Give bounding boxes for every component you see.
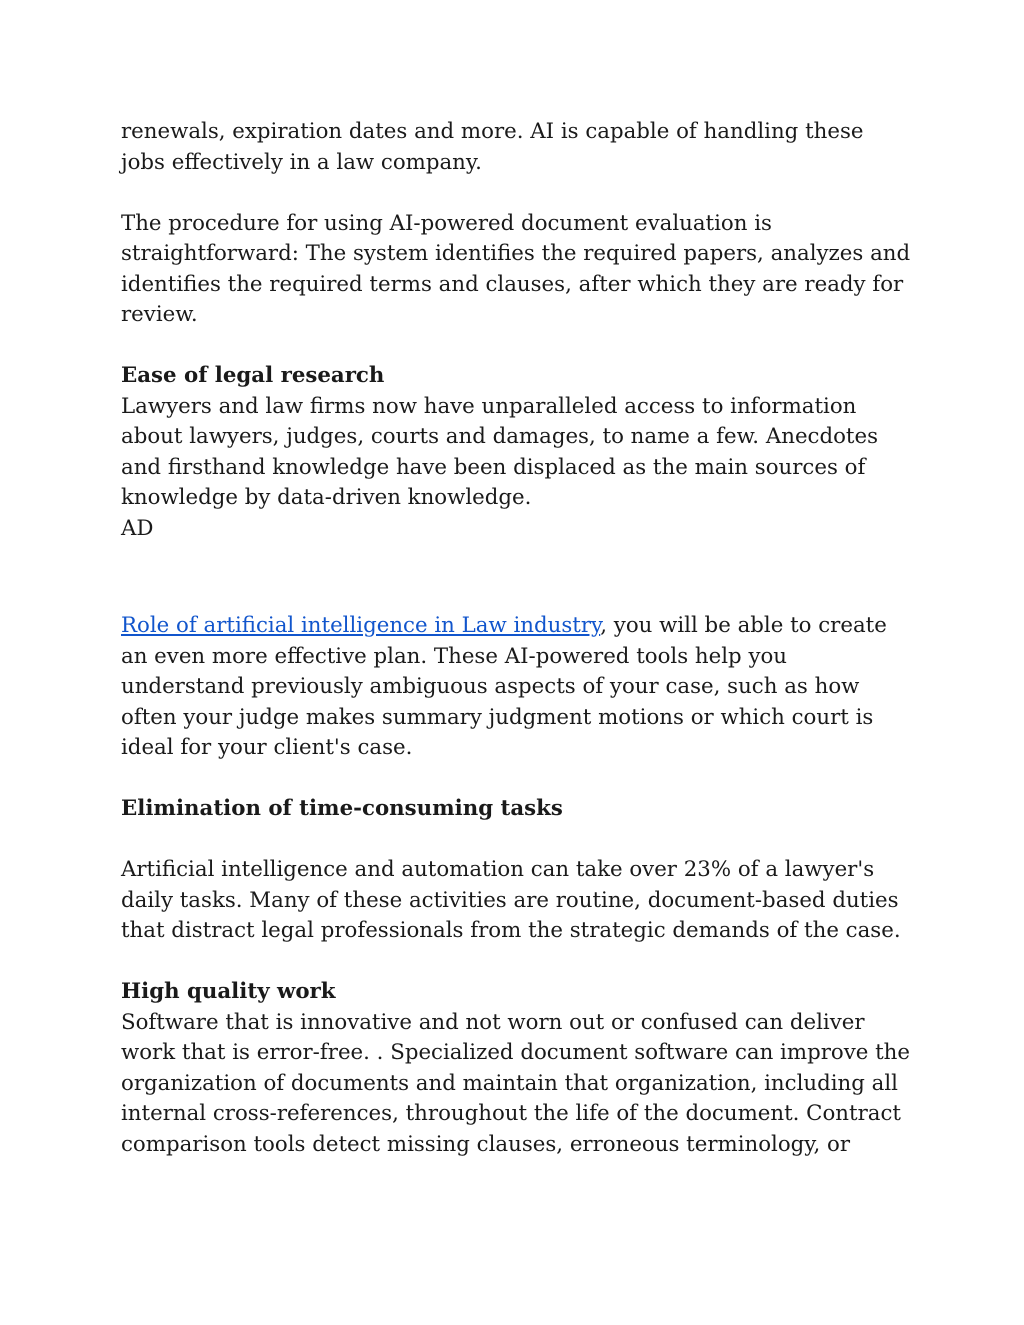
paragraph-procedure: The procedure for using AI-powered document evaluation is straightforward: The system identifies the required papers, analyzes and identifies the required terms and clauses, after which they are ready for review. [121,210,911,327]
heading-high-quality: High quality work [121,979,336,1004]
paragraph-legal-research: Lawyers and law firms now have unparalleled access to information about lawyers, judges, courts and damages, to name a few. Anecdotes and firsthand knowledge have been displaced as the main sources of knowledge by data-driven knowledge. [121,393,879,510]
paragraph-spacer [121,825,911,856]
paragraph-spacer [121,947,911,978]
paragraph-spacer [121,178,911,209]
ad-label: AD [121,515,154,541]
heading-legal-research: Ease of legal research [121,363,385,388]
heading-time-consuming: Elimination of time-consuming tasks [121,796,563,821]
document-page [121,117,911,1160]
paragraph-automation: Artificial intelligence and automation can take over 23% of a lawyer's daily tasks. Many of these activities are routine, document-based duties that distract legal professionals from the strategic demands of the case. [121,857,901,943]
role-of-ai-link[interactable]: Role of artificial intelligence in Law industry [121,613,601,638]
paragraph-spacer [121,764,911,795]
paragraph-spacer [121,331,911,362]
paragraph-renewals: renewals, expiration dates and more. AI is capable of handling these jobs effectively in a law company. [121,119,864,175]
paragraph-role-of-ai [121,611,911,764]
paragraph-high-quality: Software that is innovative and not worn out or confused can deliver work that is error-free. . Specialized document software can improve the organization of documents and maintain that organization, including all internal cross-references, throughout the life of the document. Contract comparison tools detect missing clauses, erroneous terminology, or [121,1009,910,1157]
ad-spacer [121,544,911,611]
paragraph-role-of-ai-text: , you will be able to create an even more effective plan. These AI-powered tools help you understand previously ambiguous aspects of your case, such as how often your judge makes summary judgment motions or which court is ideal for your client's case. [121,613,887,760]
